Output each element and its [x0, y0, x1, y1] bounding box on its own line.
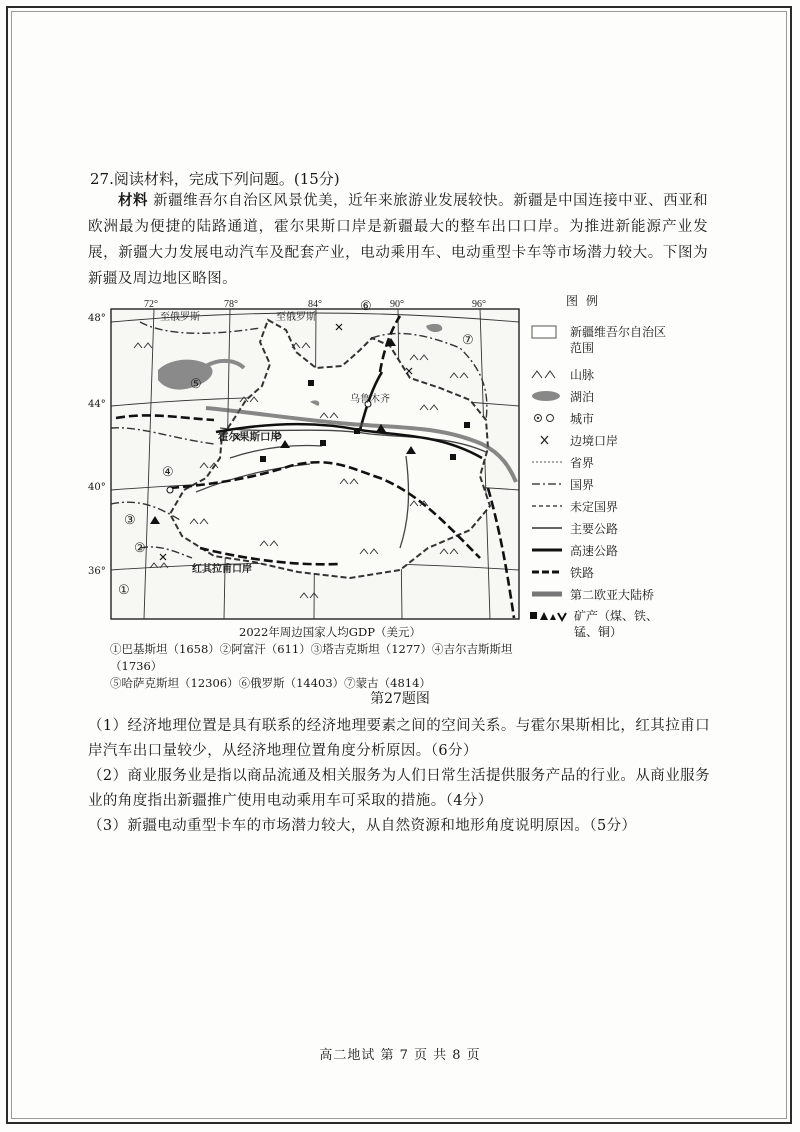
material-paragraph — [88, 188, 708, 292]
lake-icon — [530, 388, 564, 404]
national-border-icon — [530, 476, 564, 492]
country-marker-5: ⑤ — [190, 376, 202, 391]
legend-title: 图例 — [566, 294, 607, 308]
main-road-icon — [530, 520, 564, 536]
lon-label-84: 84° — [308, 299, 322, 310]
top-label-russia-2: 至俄罗斯 — [276, 312, 316, 323]
eurasian-bridge-icon — [530, 586, 564, 602]
country-marker-4: ④ — [162, 464, 174, 479]
gdp-line-1: ①巴基斯坦（1658）②阿富汗（611）③塔吉克斯坦（1277）④吉尔吉斯斯坦（1736） — [110, 642, 513, 673]
subquestion-3: （3）新疆电动重型卡车的市场潜力较大，从自然资源和地形角度说明原因。（5分） — [88, 818, 637, 834]
lon-label-90: 90° — [390, 299, 404, 310]
material-text: 新疆维吾尔自治区风景优美，近年来旅游业发展较快。新疆是中国连接中亚、西亚和欧洲最为便捷的陆路通道，霍尔果斯口岸是新疆最大的整车出口口岸。为推进新能源产业发展，新疆大力发展电动汽车及配套产业，电动乘用车、电动重型卡车等市场潜力较大。下图为新疆及周边地区略图。 — [88, 193, 708, 287]
border-port-icon — [530, 432, 564, 448]
lat-label-36: 36° — [88, 566, 106, 577]
highway-icon — [530, 542, 564, 558]
country-marker-2: ② — [134, 540, 146, 555]
gdp-title: 2022年周边国家人均GDP（美元） — [239, 625, 421, 639]
mountain-icon — [530, 366, 564, 382]
urumqi-label: 乌鲁木齐 — [350, 394, 390, 405]
lon-label-72: 72° — [144, 299, 158, 310]
question-title: 27.阅读材料，完成下列问题。(15分) — [90, 170, 340, 188]
subquestion-1: （1）经济地理位置是具有联系的经济地理要素之间的空间关系。与霍尔果斯相比，红其拉甫口岸汽车出口量较少，从经济地理位置角度分析原因。（6分） — [88, 718, 710, 759]
lat-label-44: 44° — [88, 399, 106, 410]
gdp-line-2: ⑤哈萨克斯坦（12306）⑥俄罗斯（14403）⑦蒙古（4814） — [110, 676, 431, 690]
city-icon — [530, 410, 564, 426]
lat-label-40: 40° — [88, 482, 106, 493]
minerals-icon — [530, 608, 564, 624]
top-label-russia-1: 至俄罗斯 — [160, 312, 200, 323]
gdp-note — [110, 624, 530, 692]
undetermined-border-icon — [530, 498, 564, 514]
lat-label-48: 48° — [88, 313, 106, 324]
lon-label-96: 96° — [472, 299, 486, 310]
country-marker-1: ① — [118, 582, 130, 597]
material-lead: 材料 — [118, 192, 148, 209]
railway-icon — [530, 564, 564, 580]
region-box-icon — [530, 324, 564, 340]
country-marker-6: ⑥ — [360, 298, 372, 313]
khunjerab-label: 红其拉甫口岸 — [192, 564, 252, 575]
page-footer: 高二地试 第 7 页 共 8 页 — [319, 1048, 481, 1063]
subquestions — [88, 714, 710, 839]
figure-caption: 第27题图 — [370, 691, 430, 707]
xinjiang-map — [110, 298, 520, 620]
country-marker-7: ⑦ — [462, 332, 474, 347]
lon-label-78: 78° — [224, 299, 238, 310]
country-marker-3: ③ — [124, 512, 136, 527]
khorgos-label: 霍尔果斯口岸 — [218, 432, 281, 443]
province-border-icon — [530, 454, 564, 470]
subquestion-2: （2）商业服务业是指以商品流通及相关服务为人们日常生活提供服务产品的行业。从商业服务业的角度指出新疆推广使用电动乘用车可采取的措施。（4分） — [88, 768, 710, 809]
